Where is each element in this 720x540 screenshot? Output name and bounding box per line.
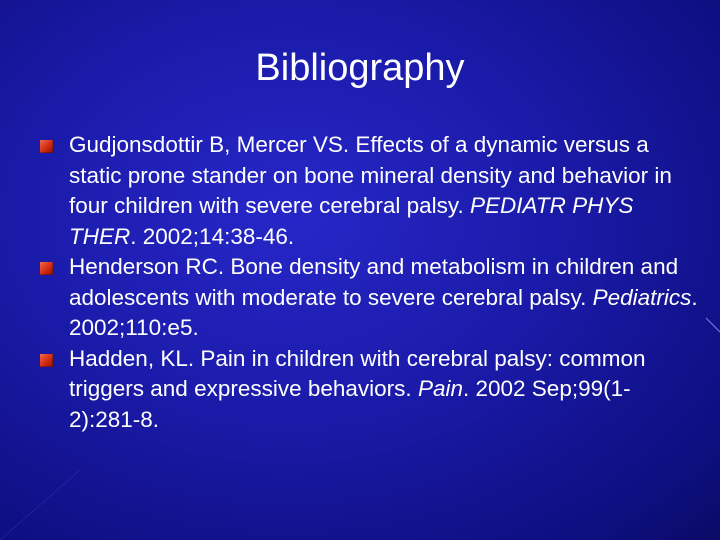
reference-text: Gudjonsdottir B, Mercer VS. Effects of a dynamic versus a static prone stander on bone mineral density and behavior in four children with severe cerebral palsy. bbox=[69, 132, 672, 218]
bullet-square-icon bbox=[40, 140, 53, 153]
journal-name: Pain bbox=[417, 376, 463, 401]
reference-item bbox=[40, 344, 700, 436]
citation-details: . 2002;110:e5. bbox=[69, 284, 698, 340]
reference-item bbox=[40, 252, 700, 344]
bullet-square-icon bbox=[40, 354, 53, 367]
reference-list bbox=[40, 130, 700, 435]
reference-text: Henderson RC. Bone density and metabolism in children and adolescents with moderate to severe cerebral palsy. bbox=[69, 254, 679, 310]
citation-details: . 2002 Sep;99(1-2):281-8. bbox=[69, 376, 631, 432]
citation-details: . 2002;14:38-46. bbox=[130, 223, 295, 249]
bullet-square-icon bbox=[40, 262, 53, 275]
journal-name: PEDIATR PHYS THER bbox=[69, 193, 634, 249]
slide-title: Bibliography bbox=[255, 47, 465, 89]
journal-name: Pediatrics bbox=[592, 284, 692, 310]
reference-text: Hadden, KL. Pain in children with cerebral palsy: common triggers and expressive behaviors. bbox=[69, 345, 646, 401]
reference-item bbox=[40, 130, 700, 252]
